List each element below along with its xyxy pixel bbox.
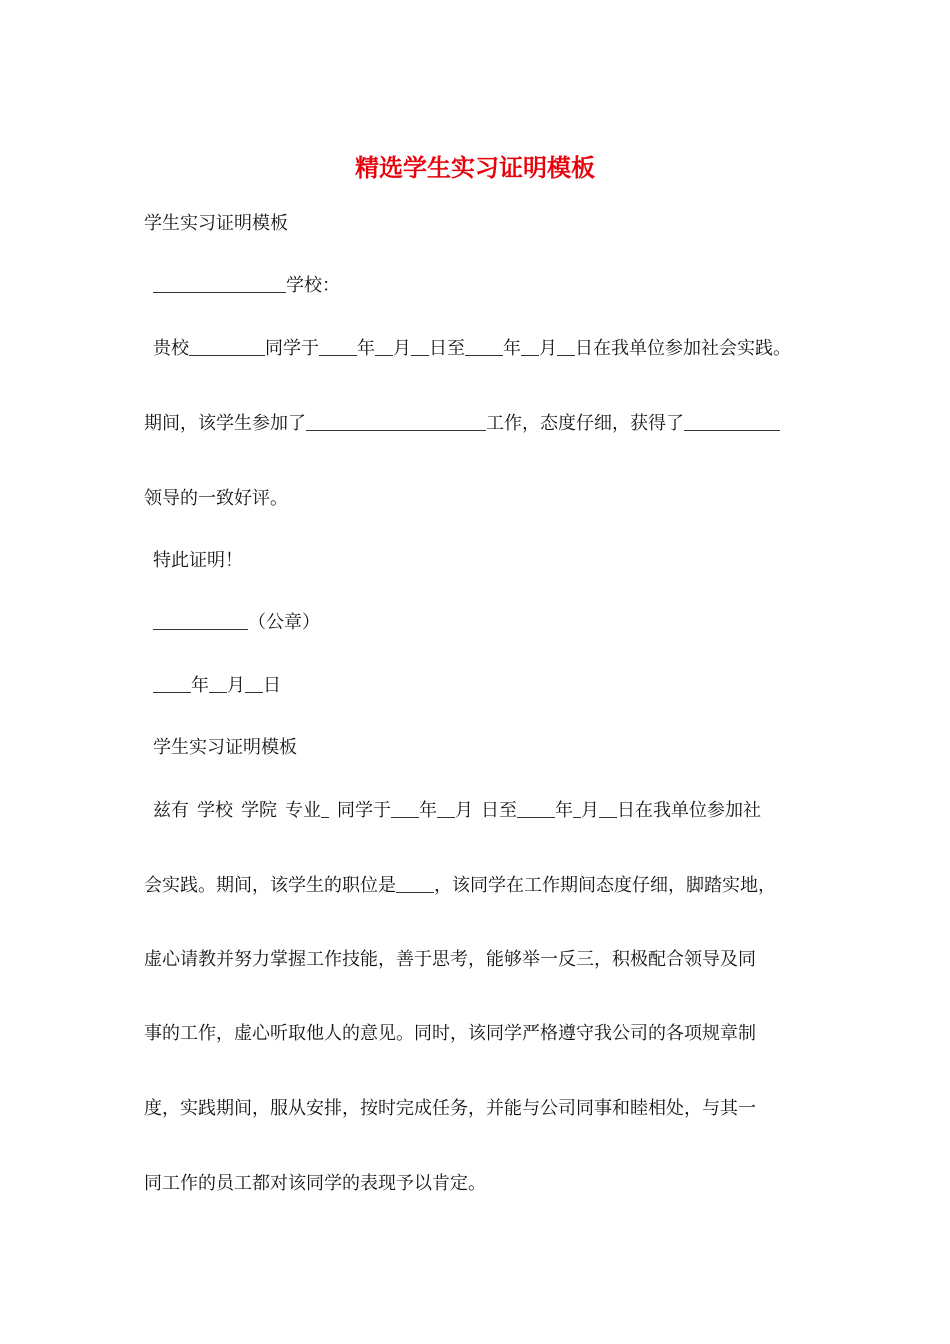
blank-day [411, 335, 429, 356]
text: 日至 [481, 800, 517, 821]
text: 年 [191, 675, 209, 696]
text: 学院 [241, 800, 277, 821]
date-line [153, 672, 281, 700]
blank-work [306, 410, 486, 431]
blank-day [557, 335, 575, 356]
text: 日在我单位参加社会实践。 [575, 338, 791, 359]
s2-line-6: 同工作的员工都对该同学的表现予以肯定。 [144, 1173, 486, 1194]
text: 年 [555, 800, 573, 821]
blank-seal [153, 609, 248, 630]
s2-line-2 [144, 872, 776, 900]
text: 日在我单位参加社 [617, 800, 761, 821]
text: 年 [357, 338, 375, 359]
section2-heading: 学生实习证明模板 [153, 737, 297, 758]
body-line-3: 领导的一致好评。 [144, 488, 288, 509]
s2-line-5: 度，实践期间，服从安排，按时完成任务，并能与公司同事和睦相处，与其一 [144, 1098, 756, 1119]
text: 年 [419, 800, 437, 821]
blank-day [245, 672, 263, 693]
text: ，该同学在工作期间态度仔细，脚踏实地， [434, 875, 776, 896]
blank [321, 797, 329, 818]
s2-line-1 [153, 797, 761, 825]
blank-month [375, 335, 393, 356]
blank-month [209, 672, 227, 693]
text: 年 [503, 338, 521, 359]
blank-year [153, 672, 191, 693]
page-title: 精选学生实习证明模板 [355, 153, 595, 182]
text: 会实践。期间，该学生的职位是 [144, 875, 396, 896]
blank-leader [684, 410, 780, 431]
text: 兹有 [153, 800, 189, 821]
text: 贵校 [153, 338, 189, 359]
text: 月 [227, 675, 245, 696]
school-suffix: 学校： [286, 275, 340, 296]
section1-heading: 学生实习证明模板 [144, 213, 288, 234]
text: 月 [455, 800, 473, 821]
text: 同学于 [265, 338, 319, 359]
blank-student [189, 335, 265, 356]
school-line [153, 272, 340, 300]
text: 月 [393, 338, 411, 359]
blank-month [437, 797, 455, 818]
seal-label: （公章） [248, 612, 320, 633]
blank-year [465, 335, 503, 356]
text: 月 [581, 800, 599, 821]
body-line-1 [153, 335, 791, 363]
blank-month [521, 335, 539, 356]
seal-line [153, 609, 320, 637]
blank-year [319, 335, 357, 356]
blank-position [396, 872, 434, 893]
text: 日 [263, 675, 281, 696]
body-line-2 [144, 410, 780, 438]
closing-text: 特此证明！ [153, 550, 243, 571]
text: 同学于 [337, 800, 391, 821]
blank-year [391, 797, 419, 818]
text: 专业 [285, 800, 321, 821]
text: 日至 [429, 338, 465, 359]
blank-year [517, 797, 555, 818]
s2-line-4: 事的工作，虚心听取他人的意见。同时，该同学严格遵守我公司的各项规章制 [144, 1023, 756, 1044]
blank-month [573, 797, 581, 818]
text: 期间，该学生参加了 [144, 413, 306, 434]
blank-school [153, 272, 286, 293]
blank-day [599, 797, 617, 818]
text: 学校 [197, 800, 233, 821]
s2-line-3: 虚心请教并努力掌握工作技能，善于思考，能够举一反三，积极配合领导及同 [144, 949, 756, 970]
text: 工作，态度仔细，获得了 [486, 413, 684, 434]
text: 月 [539, 338, 557, 359]
